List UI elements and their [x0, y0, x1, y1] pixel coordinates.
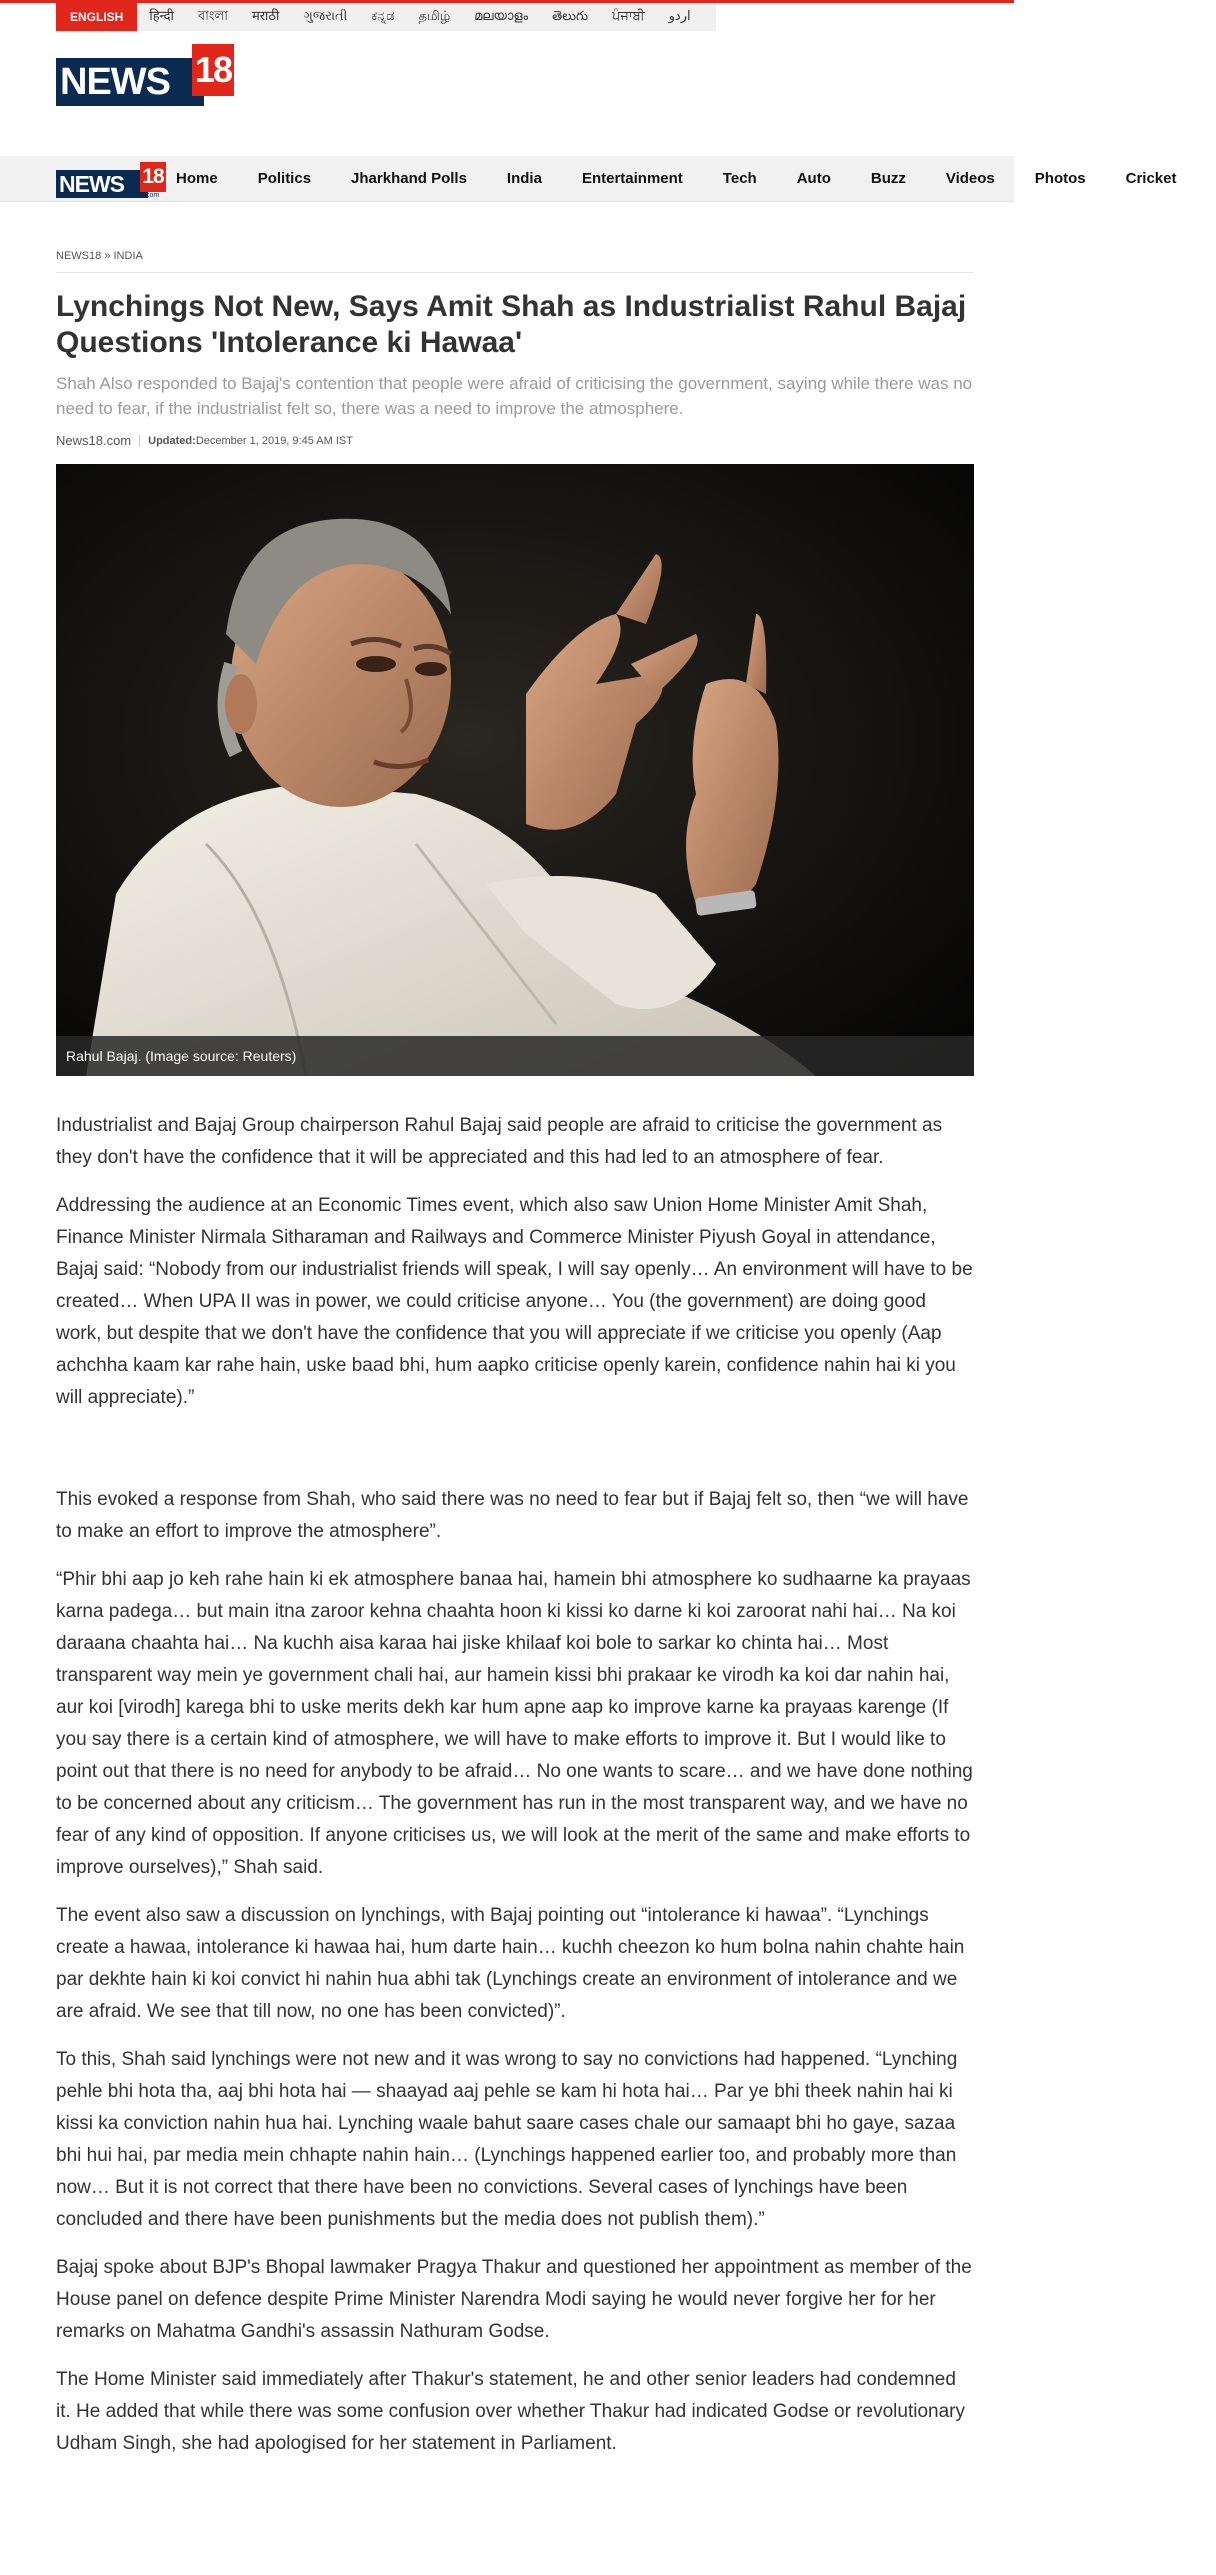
lang-kannada[interactable]: ಕನ್ನಡ — [371, 9, 395, 24]
breadcrumb-sep: » — [104, 250, 111, 262]
nav-entertainment[interactable]: Entertainment — [581, 170, 683, 187]
breadcrumb-section[interactable]: INDIA — [113, 250, 143, 262]
article-paragraph: Industrialist and Bajaj Group chairperson Rahul Bajaj said people are afraid to criticise the government as they don't have the confidence that it will be appreciated and this had led to an atmosphere of fear. — [56, 1115, 943, 1168]
article-paragraph: To this, Shah said lynchings were not new and it was wrong to say no convictions had happened. “Lynching pehle bhi hota tha, aaj bhi hota hai — shaayad aaj pehle se kam hi hota hai… Par ye bhi theek nahin hai ki kissi ka conviction nahin hua hai. Lynching waale bahut saare cases chale our samaapt bhi ho gaye, sazaa bhi hui hai, par media mein chhapte nahin hain… (Lynchings happened earlier too, and probably more than now… But it is not correct that there have been no convictions. Several cases of lynchings have been concluded and there have been punishments but the media does not publish them).” — [56, 2049, 958, 2230]
nav-politics[interactable]: Politics — [257, 170, 312, 187]
language-bar — [0, 3, 1014, 33]
article-paragraph: Bajaj spoke about BJP's Bhopal lawmaker Pragya Thakur and questioned her appointment as member of the House panel on defence despite Prime Minister Narendra Modi saying he would never forgive her for her remarks on Mahatma Gandhi's assassin Nathuram Godse. — [56, 2257, 972, 2342]
image-caption: Rahul Bajaj. (Image source: Reuters) — [56, 1036, 974, 1076]
nav-logo-suffix: .com — [144, 192, 160, 199]
nav-photos[interactable]: Photos — [1034, 170, 1086, 187]
lang-punjabi[interactable]: ਪੰਜਾਬੀ — [612, 9, 645, 24]
lang-english[interactable]: ENGLISH — [56, 3, 137, 31]
nav-india[interactable]: India — [506, 170, 542, 187]
lang-telugu[interactable]: తెలుగు — [552, 9, 589, 24]
lang-gujarati[interactable]: ગુજરાતી — [303, 9, 348, 24]
lang-hindi[interactable]: हिन्दी — [149, 9, 174, 24]
nav-jharkhand-polls[interactable]: Jharkhand Polls — [351, 170, 467, 187]
lang-tamil[interactable]: தமிழ் — [418, 9, 451, 24]
nav-logo-18-text: 18 — [140, 162, 166, 192]
nav-buzz[interactable]: Buzz — [870, 170, 906, 187]
site-logo[interactable] — [56, 44, 230, 108]
article-content — [56, 250, 974, 2476]
meta-divider — [139, 435, 140, 447]
nav-home[interactable]: Home — [176, 170, 218, 187]
lang-marathi[interactable]: मराठी — [251, 9, 280, 24]
portrait-illustration — [56, 464, 974, 1076]
nav-tech[interactable]: Tech — [722, 170, 757, 187]
updated-label: Updated: — [148, 434, 196, 447]
breadcrumb — [56, 250, 974, 273]
updated-date: December 1, 2019, 9:45 AM IST — [195, 434, 353, 447]
language-list — [56, 3, 716, 31]
article-subhead: Shah Also responded to Bajaj's contention that people were afraid of criticising the government, saying while there was no need to fear, if the industrialist felt so, there was a need to improve the atmosphere. — [56, 374, 973, 418]
article-paragraph: “Phir bhi aap jo keh rahe hain ki ek atmosphere banaa hai, hamein bhi atmosphere ko sudhaarne ka prayaas karna padega… but main itna zaroor kehna chaahta hoon ki kissi ko darne ki koi zaroorat nahi hai… Na koi daraana chaahta hai… Na kuchh aisa karaa hai jiske khilaaf koi bole to sarkar ko chinta hai… Most transparent way mein ye government chali hai, aur hamein kissi bhi prakaar ke virodh ka koi dar nahin hai, aur koi [virodh] karega bhi to uske merits dekh kar hum apne aap ko improve karne ka prayaas karenge (If you say there is a certain kind of atmosphere, we will have to make efforts to improve it. But I would like to point out that there is no need for anybody to be afraid… No one wants to scare… and we have done nothing to be concerned about any criticism… The government has run in the most transparent way, and we have no fear of any kind of opposition. If anyone criticises us, we will look at the merit of the same and make efforts to improve ourselves),” Shah said. — [56, 1569, 973, 1878]
article-source[interactable]: News18.com — [56, 433, 132, 448]
lang-bangla[interactable]: বাংলা — [197, 9, 228, 24]
breadcrumb-home[interactable]: NEWS18 — [56, 250, 102, 262]
embed-spacer — [56, 1430, 974, 1484]
article-paragraph: The event also saw a discussion on lynchings, with Bajaj pointing out “intolerance ki hawaa”. “Lynchings create a hawaa, intolerance ki hawaa hai, hum darte hain… kuchh cheezon ko hum bolna nahin chahte hain par dekhte hain ki koi convict hi nahin hua abhi tak (Lynchings create an environment of intolerance and we are afraid. We see that till now, no one has been convicted)”. — [56, 1905, 965, 2022]
lang-malayalam[interactable]: മലയാളം — [474, 9, 529, 24]
article-image — [56, 464, 974, 1076]
logo-18-text: 18 — [192, 44, 234, 96]
nav-logo[interactable] — [56, 162, 164, 198]
nav-videos[interactable]: Videos — [945, 170, 995, 187]
article-paragraph: This evoked a response from Shah, who said there was no need to fear but if Bajaj felt so, then “we will have to make an effort to improve the atmosphere”. — [56, 1489, 969, 1542]
logo-news-text: NEWS — [56, 58, 204, 106]
article-meta — [56, 433, 974, 448]
nav-logo-news-text: NEWS — [56, 170, 148, 198]
main-nav — [0, 156, 1177, 202]
nav-cricket[interactable]: Cricket — [1125, 170, 1177, 187]
article-headline: Lynchings Not New, Says Amit Shah as Industrialist Rahul Bajaj Questions 'Intolerance ki Hawaa' — [56, 290, 967, 359]
article-body — [56, 1110, 974, 2460]
article-paragraph: The Home Minister said immediately after Thakur's statement, he and other senior leaders had condemned it. He added that while there was some confusion over whether Thakur had indicated Godse or revolutionary Udham Singh, she had apologised for her statement in Parliament. — [56, 2369, 965, 2454]
lang-urdu[interactable]: اردو — [668, 9, 691, 24]
nav-auto[interactable]: Auto — [796, 170, 831, 187]
nav-links — [176, 156, 1216, 202]
article-paragraph: Addressing the audience at an Economic Times event, which also saw Union Home Minister Amit Shah, Finance Minister Nirmala Sitharaman and Railways and Commerce Minister Piyush Goyal in attendance, Bajaj said: “Nobody from our industrialist friends will speak, I will say openly… An environment will have to be created… When UPA II was in power, we could criticise anyone… You (the government) are doing good work, but despite that we don't have the confidence that you will appreciate if we criticise you openly (Aap achchha kaam kar rahe hain, uske baad bhi, hum aapko criticise openly karein, confidence nahin hai ki you will appreciate).” — [56, 1195, 973, 1408]
